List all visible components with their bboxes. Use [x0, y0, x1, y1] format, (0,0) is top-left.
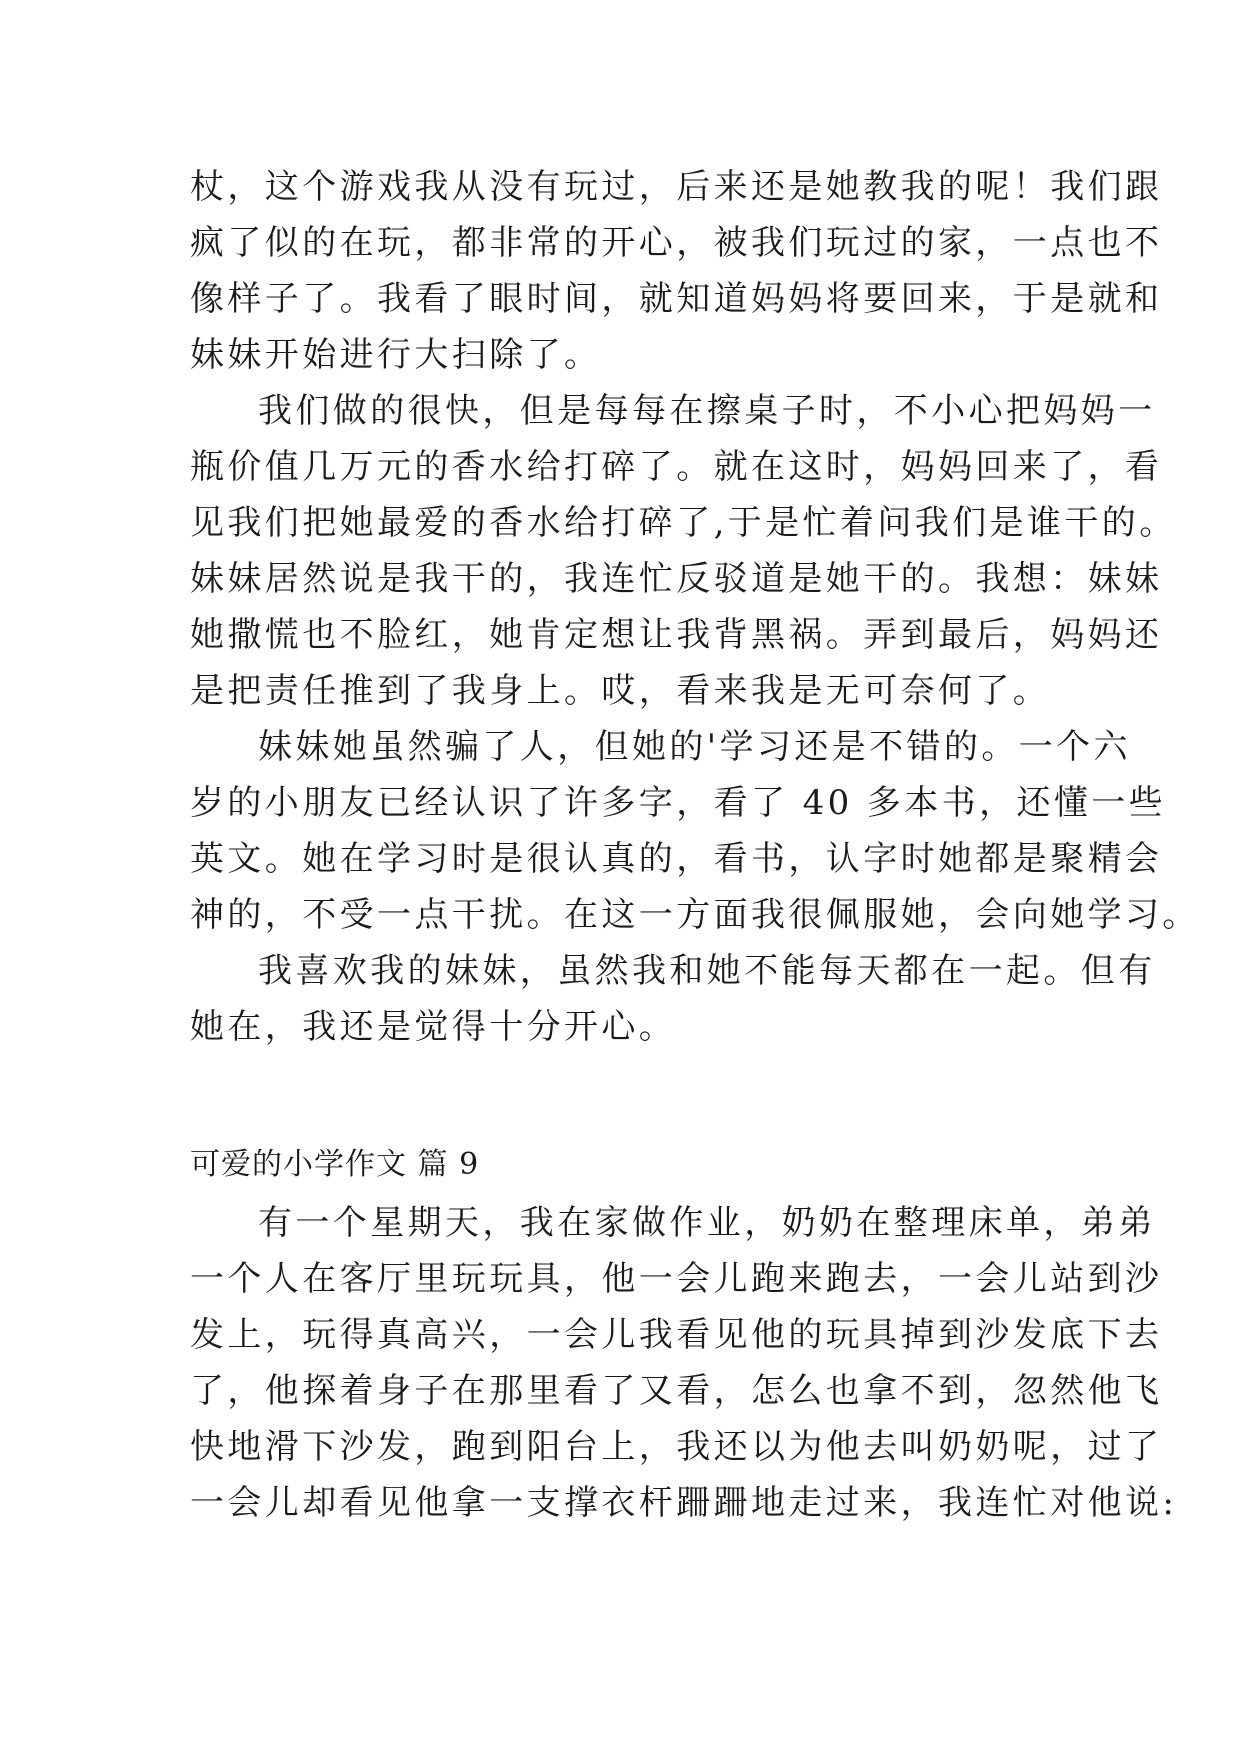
paragraph-line: 妹妹她虽然骗了人，但她的'学习还是不错的。一个六 [258, 727, 1131, 767]
paragraph-line: 岁的小朋友已经认识了许多字，看了 40 多本书，还懂一些 [190, 783, 1167, 823]
paragraph-line: 是把责任推到了我身上。哎，看来我是无可奈何了。 [190, 671, 1051, 711]
paragraph-line: 英文。她在学习时是很认真的，看书，认字时她都是聚精会 [190, 839, 1163, 879]
paragraph-line: 杖，这个游戏我从没有玩过，后来还是她教我的呢！我们跟 [190, 167, 1163, 207]
paragraph-line: 快地滑下沙发，跑到阳台上，我还以为他去叫奶奶呢，过了 [190, 1427, 1163, 1467]
paragraph-line: 神的，不受一点干扰。在这一方面我很佩服她，会向她学习。 [190, 895, 1200, 935]
paragraph-line: 妹妹居然说是我干的，我连忙反驳道是她干的。我想：妹妹 [190, 559, 1163, 599]
paragraph-line: 了，他探着身子在那里看了又看，怎么也拿不到，忽然他飞 [190, 1371, 1163, 1411]
paragraph-line: 我们做的很快，但是每每在擦桌子时，不小心把妈妈一 [258, 391, 1156, 431]
paragraph-line: 她在，我还是觉得十分开心。 [190, 1007, 677, 1047]
paragraph-line: 一会儿却看见他拿一支撑衣杆跚跚地走过来，我连忙对他说: [190, 1483, 1178, 1523]
paragraph-line: 有一个星期天，我在家做作业，奶奶在整理床单，弟弟 [258, 1203, 1156, 1243]
paragraph-line: 我喜欢我的妹妹，虽然我和她不能每天都在一起。但有 [258, 951, 1156, 991]
paragraph-line: 疯了似的在玩，都非常的开心，被我们玩过的家，一点也不 [190, 223, 1163, 263]
paragraph-line: 一个人在客厅里玩玩具，他一会儿跑来跑去，一会儿站到沙 [190, 1259, 1163, 1299]
section-heading: 可爱的小学作文 篇 9 [190, 1147, 480, 1182]
paragraph-line: 见我们把她最爱的香水给打碎了,于是忙着问我们是谁干的。 [190, 503, 1177, 543]
paragraph-line: 瓶价值几万元的香水给打碎了。就在这时，妈妈回来了，看 [190, 447, 1163, 487]
paragraph-line: 像样子了。我看了眼时间，就知道妈妈将要回来，于是就和 [190, 279, 1163, 319]
paragraph-line: 妹妹开始进行大扫除了。 [190, 335, 602, 375]
paragraph-line: 她撒慌也不脸红，她肯定想让我背黑祸。弄到最后，妈妈还 [190, 615, 1163, 655]
paragraph-line: 发上，玩得真高兴，一会儿我看见他的玩具掉到沙发底下去 [190, 1315, 1163, 1355]
